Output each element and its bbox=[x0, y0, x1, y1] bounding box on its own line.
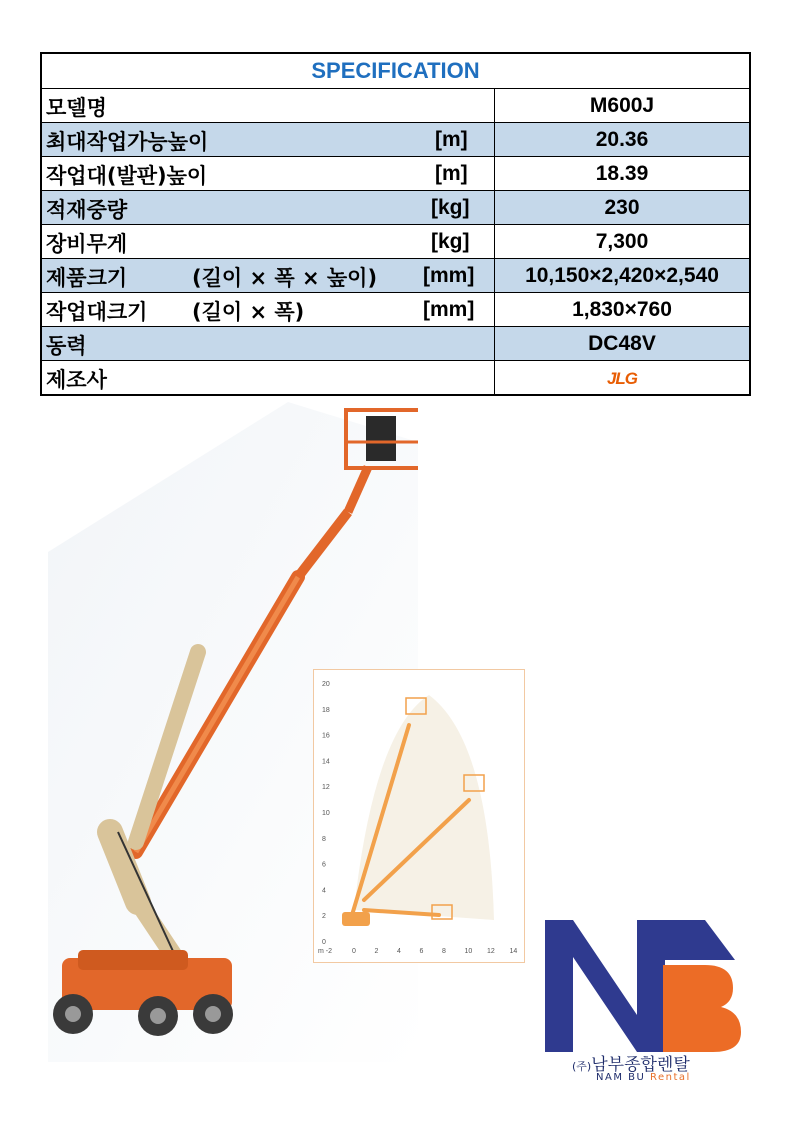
spec-row-capacity-value: 230 bbox=[495, 191, 751, 225]
diagram-x-tick: 8 bbox=[442, 948, 446, 955]
diagram-x-tick: m -2 bbox=[318, 948, 332, 955]
diagram-y-tick: 20 bbox=[322, 681, 330, 688]
diagram-y-tick: 12 bbox=[322, 784, 330, 792]
working-range-diagram bbox=[313, 669, 525, 963]
diagram-y-tick: 4 bbox=[322, 887, 326, 895]
diagram-x-tick: 10 bbox=[464, 948, 473, 955]
spec-row-max-height-label: 최대작업가능높이 [m] bbox=[41, 123, 495, 157]
spec-row-power-value: DC48V bbox=[495, 327, 751, 361]
company-name-english: NAM BU Rental bbox=[596, 1072, 691, 1083]
spec-row-platform-size-label: 작업대크기 (길이 × 폭) [mm] bbox=[41, 293, 495, 327]
spec-row-platform-size-value: 1,830×760 bbox=[495, 293, 751, 327]
spec-row-model-value: M600J bbox=[495, 89, 751, 123]
diagram-x-tick: 12 bbox=[487, 948, 495, 955]
diagram-x-tick: 6 bbox=[419, 948, 424, 955]
spec-row-dimensions-value: 10,150×2,420×2,540 bbox=[495, 259, 751, 293]
diagram-y-tick: 10 bbox=[322, 810, 330, 817]
jlg-logo: JLG bbox=[606, 368, 638, 388]
spec-row-maker-value bbox=[495, 361, 751, 396]
company-name-korean: (주)남부종합렌탈 bbox=[572, 1055, 690, 1075]
spec-row-model-label: 모델명 bbox=[41, 89, 495, 123]
specification-table bbox=[40, 52, 751, 396]
spec-row-max-height-value: 20.36 bbox=[495, 123, 751, 157]
diagram-y-tick: 14 bbox=[322, 758, 330, 766]
diagram-x-tick: 2 bbox=[374, 948, 379, 955]
diagram-y-tick: 2 bbox=[322, 913, 326, 921]
spec-row-dimensions-label: 제품크기 (길이 × 폭 × 높이) [mm] bbox=[41, 259, 495, 293]
diagram-y-tick: 18 bbox=[322, 706, 330, 714]
diagram-y-tick: 0 bbox=[322, 939, 326, 946]
spec-row-maker-label: 제조사 bbox=[41, 361, 495, 396]
spec-row-weight-value: 7,300 bbox=[495, 225, 751, 259]
diagram-y-tick: 16 bbox=[322, 732, 330, 740]
spec-row-platform-height-value: 18.39 bbox=[495, 157, 751, 191]
spec-row-platform-height-label: 작업대(발판)높이 [m] bbox=[41, 157, 495, 191]
working-range-svg bbox=[314, 670, 524, 962]
spec-row-power-label: 동력 bbox=[41, 327, 495, 361]
diagram-y-tick: 6 bbox=[322, 861, 326, 869]
diagram-y-tick: 8 bbox=[322, 835, 326, 843]
diagram-x-tick: 4 bbox=[397, 948, 401, 955]
spec-title: SPECIFICATION bbox=[41, 53, 750, 89]
diagram-x-tick: 0 bbox=[352, 948, 356, 955]
spec-row-capacity-label: 적재중량 [kg] bbox=[41, 191, 495, 225]
diagram-x-tick: 14 bbox=[509, 948, 518, 955]
spec-row-weight-label: 장비무게 [kg] bbox=[41, 225, 495, 259]
